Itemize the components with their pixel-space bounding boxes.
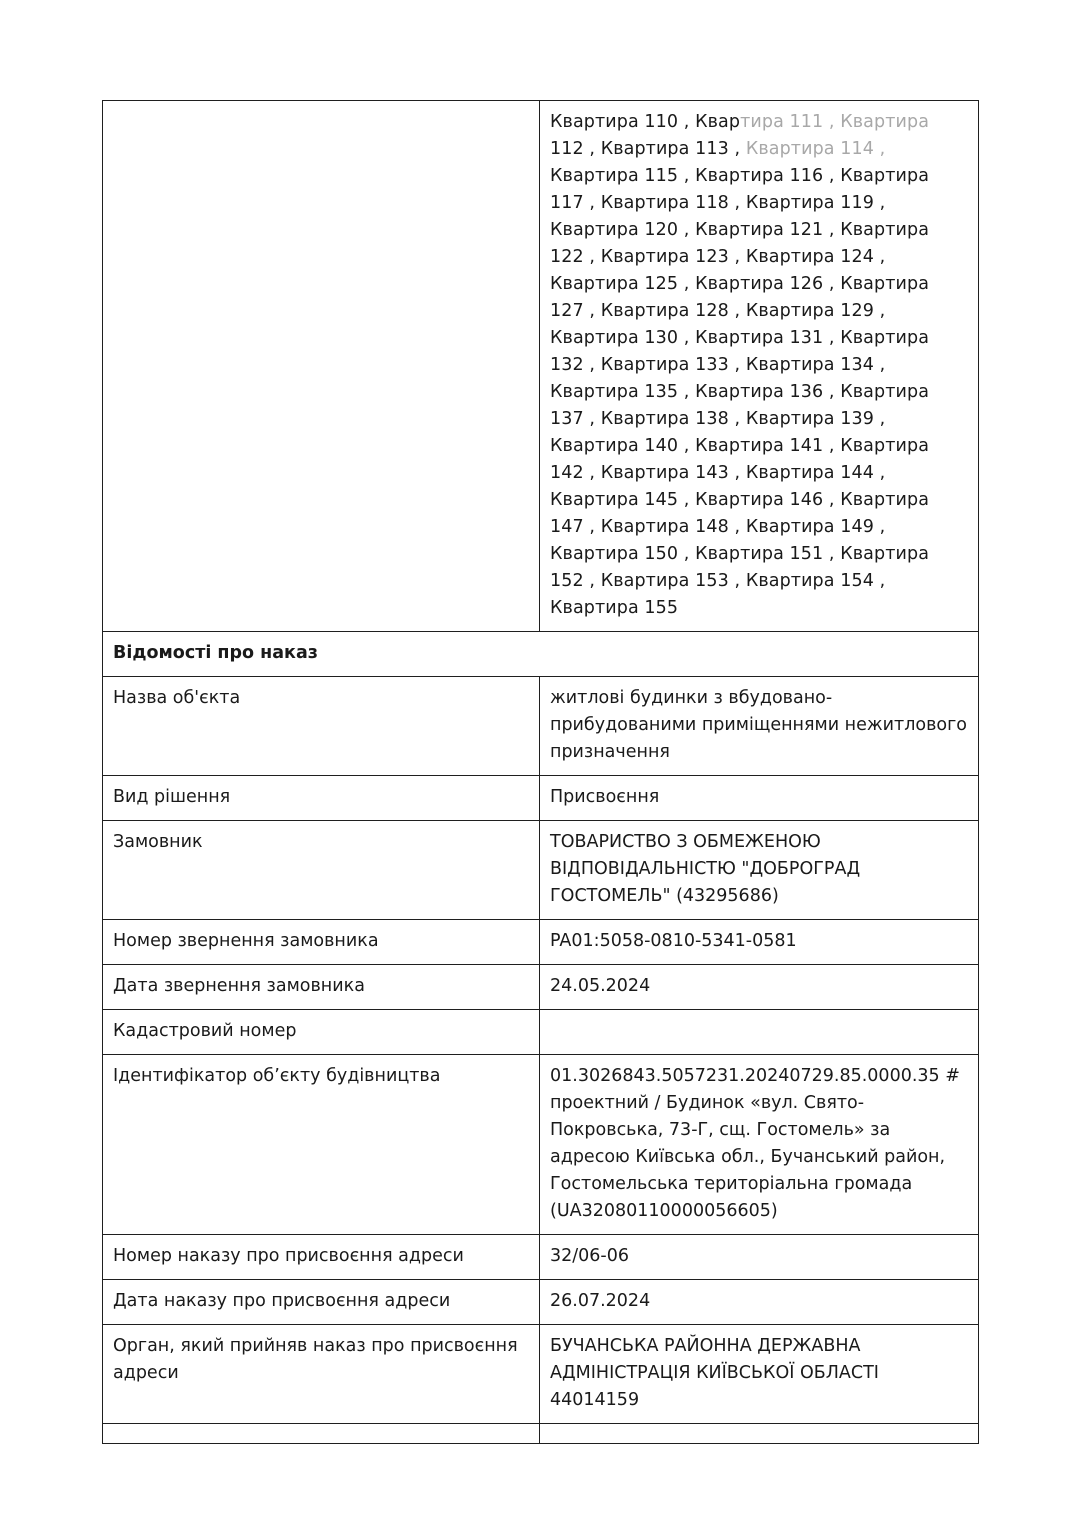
apartments-list-cell <box>540 101 979 632</box>
apartments-line: 137 , Квартира 138 , Квартира 139 , <box>550 409 886 429</box>
row-label: Дата наказу про присвоєння адреси <box>103 1280 540 1325</box>
document-page <box>102 100 978 1444</box>
row-value: БУЧАНСЬКА РАЙОННА ДЕРЖАВНА АДМІНІСТРАЦІЯ КИЇВСЬКОЇ ОБЛАСТІ 44014159 <box>540 1325 979 1424</box>
apartments-line: Квартира 135 , Квартира 136 , Квартира <box>550 382 930 402</box>
row-value: житлові будинки з вбудовано-прибудованими приміщеннями нежитлового призначення <box>540 677 979 776</box>
apartments-label-cell <box>103 101 540 632</box>
section-title: Відомості про наказ <box>103 632 979 677</box>
row-label: Назва об'єкта <box>103 677 540 776</box>
row-label: Орган, який прийняв наказ про присвоєння адреси <box>103 1325 540 1424</box>
apartments-line: Квартира 130 , Квартира 131 , Квартира <box>550 328 930 348</box>
apartments-line: Квартира 140 , Квартира 141 , Квартира <box>550 436 930 456</box>
row-label: Дата звернення замовника <box>103 965 540 1010</box>
apartments-line: 147 , Квартира 148 , Квартира 149 , <box>550 517 886 537</box>
apartments-line: 122 , Квартира 123 , Квартира 124 , <box>550 247 886 267</box>
address-info-table <box>102 100 979 1444</box>
apartments-line: 132 , Квартира 133 , Квартира 134 , <box>550 355 886 375</box>
row-label: Ідентифікатор об’єкту будівництва <box>103 1055 540 1235</box>
row-value: PA01:5058-0810-5341-0581 <box>540 920 979 965</box>
row-value: 24.05.2024 <box>540 965 979 1010</box>
apartments-line: 112 , Квартира 113 , Квартира 114 , <box>550 139 886 159</box>
row-value: 01.3026843.5057231.20240729.85.0000.35 # проектний / Будинок «вул. Свято-Покровська, 73-Г, сщ. Гостомель» за адресою Київська обл., Бучанський район, Гостомельська територіальна громада (UA32080110000056605) <box>540 1055 979 1235</box>
row-label: Вид рішення <box>103 776 540 821</box>
apartments-line: Квартира 115 , Квартира 116 , Квартира <box>550 166 930 186</box>
apartments-line: Квартира 110 , Квартира 111 , Квартира <box>550 112 930 132</box>
row-value: ТОВАРИСТВО З ОБМЕЖЕНОЮ ВІДПОВІДАЛЬНІСТЮ "ДОБРОГРАД ГОСТОМЕЛЬ" (43295686) <box>540 821 979 920</box>
row-label: Номер наказу про присвоєння адреси <box>103 1235 540 1280</box>
apartments-line: Квартира 155 <box>550 598 679 618</box>
apartments-line: Квартира 150 , Квартира 151 , Квартира <box>550 544 930 564</box>
table-row <box>103 1235 979 1280</box>
apartments-line: Квартира 125 , Квартира 126 , Квартира <box>550 274 930 294</box>
apartments-line: 142 , Квартира 143 , Квартира 144 , <box>550 463 886 483</box>
table-row <box>103 776 979 821</box>
row-value <box>540 1010 979 1055</box>
table-continuation-stub <box>103 1424 979 1444</box>
apartments-row <box>103 101 979 632</box>
row-value: 32/06-06 <box>540 1235 979 1280</box>
apartments-line: 127 , Квартира 128 , Квартира 129 , <box>550 301 886 321</box>
table-row <box>103 677 979 776</box>
apartments-line: 117 , Квартира 118 , Квартира 119 , <box>550 193 886 213</box>
section-header-row <box>103 632 979 677</box>
table-row <box>103 821 979 920</box>
table-row <box>103 1055 979 1235</box>
apartments-line: Квартира 120 , Квартира 121 , Квартира <box>550 220 930 240</box>
table-row <box>103 920 979 965</box>
row-value: Присвоєння <box>540 776 979 821</box>
table-row <box>103 1010 979 1055</box>
stub-cell <box>103 1424 540 1444</box>
apartments-line: Квартира 145 , Квартира 146 , Квартира <box>550 490 930 510</box>
table-row <box>103 1325 979 1424</box>
row-label: Замовник <box>103 821 540 920</box>
stub-cell <box>540 1424 979 1444</box>
apartments-line: 152 , Квартира 153 , Квартира 154 , <box>550 571 886 591</box>
row-label: Номер звернення замовника <box>103 920 540 965</box>
row-label: Кадастровий номер <box>103 1010 540 1055</box>
table-row <box>103 965 979 1010</box>
table-row <box>103 1280 979 1325</box>
row-value: 26.07.2024 <box>540 1280 979 1325</box>
